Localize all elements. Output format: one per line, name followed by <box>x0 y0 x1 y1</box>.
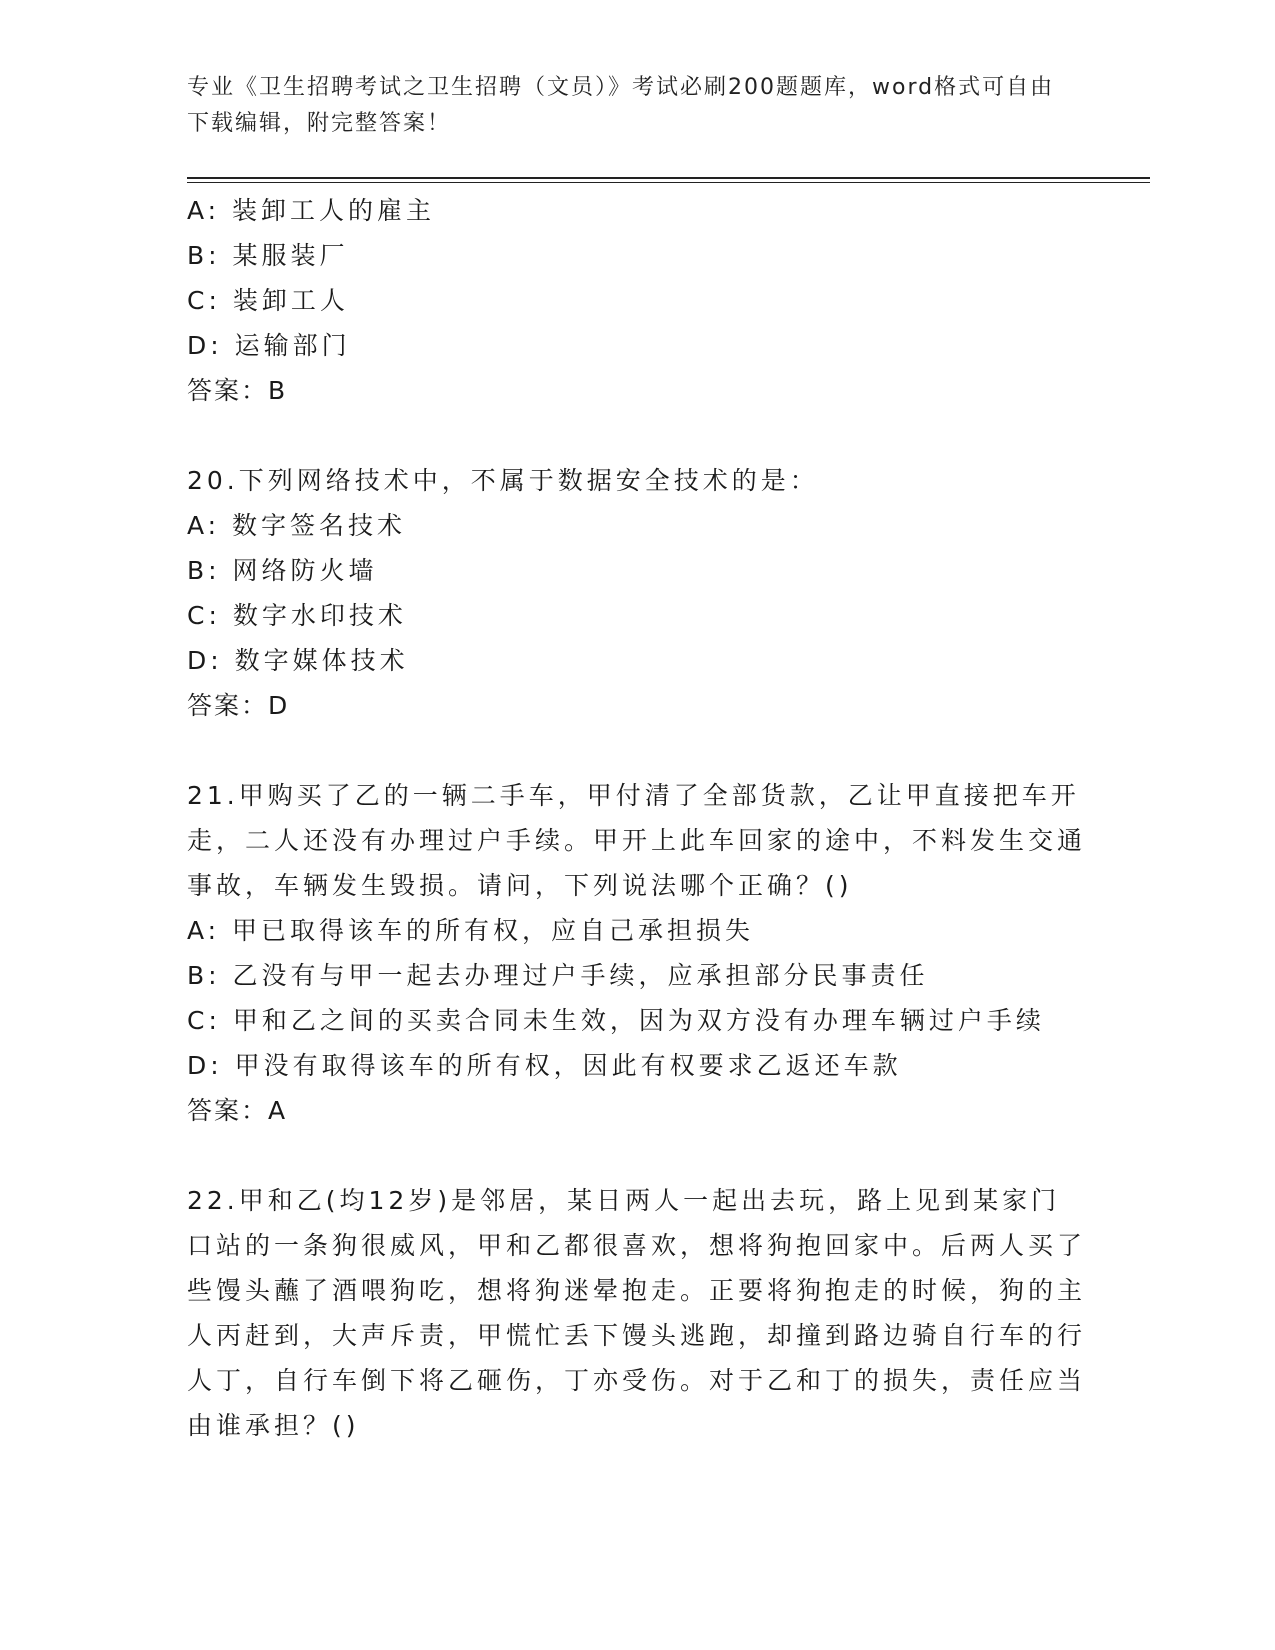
answer-line: 答案：D <box>187 691 290 720</box>
answer-line: 答案：A <box>187 1096 288 1125</box>
option-d: D: 运输部门 <box>187 331 351 360</box>
question-block-19 <box>187 188 1087 413</box>
question-stem: 22.甲和乙(均12岁)是邻居，某日两人一起出去玩，路上见到某家门口站的一条狗很威风，甲和乙都很喜欢，想将狗抱回家中。后两人买了些馒头蘸了酒喂狗吃，想将狗迷晕抱走。正要将狗抱走的时候，狗的主人丙赶到，大声斥责，甲慌忙丢下馒头逃跑，却撞到路边骑自行车的行人丁，自行车倒下将乙砸伤，丁亦受伤。对于乙和丁的损失，责任应当由谁承担？() <box>187 1186 1087 1440</box>
option-b: B: 乙没有与甲一起去办理过户手续，应承担部分民事责任 <box>187 961 929 990</box>
answer-line: 答案：B <box>187 376 288 405</box>
option-b: B: 某服装厂 <box>187 241 349 270</box>
option-a: A: 装卸工人的雇主 <box>187 196 436 225</box>
option-c: C: 甲和乙之间的买卖合同未生效，因为双方没有办理车辆过户手续 <box>187 1006 1045 1035</box>
question-stem: 20.下列网络技术中，不属于数据安全技术的是： <box>187 466 819 495</box>
option-d: D: 甲没有取得该车的所有权，因此有权要求乙返还车款 <box>187 1051 902 1080</box>
option-a: A: 数字签名技术 <box>187 511 407 540</box>
header-rule-thick <box>187 177 1150 179</box>
option-c: C: 装卸工人 <box>187 286 349 315</box>
question-block-22 <box>187 1178 1087 1448</box>
option-a: A: 甲已取得该车的所有权，应自己承担损失 <box>187 916 755 945</box>
question-block-20 <box>187 458 1087 728</box>
header-rule-thin <box>187 182 1150 183</box>
option-c: C: 数字水印技术 <box>187 601 407 630</box>
question-block-21 <box>187 773 1087 1133</box>
page-header: 专业《卫生招聘考试之卫生招聘（文员）》考试必刷200题题库，word格式可自由下载编辑，附完整答案！ <box>187 75 1055 136</box>
question-content <box>187 188 1087 1448</box>
option-d: D: 数字媒体技术 <box>187 646 409 675</box>
question-stem: 21.甲购买了乙的一辆二手车，甲付清了全部货款，乙让甲直接把车开走，二人还没有办理过户手续。甲开上此车回家的途中，不料发生交通事故，车辆发生毁损。请问，下列说法哪个正确？() <box>187 781 1087 900</box>
option-b: B: 网络防火墙 <box>187 556 378 585</box>
